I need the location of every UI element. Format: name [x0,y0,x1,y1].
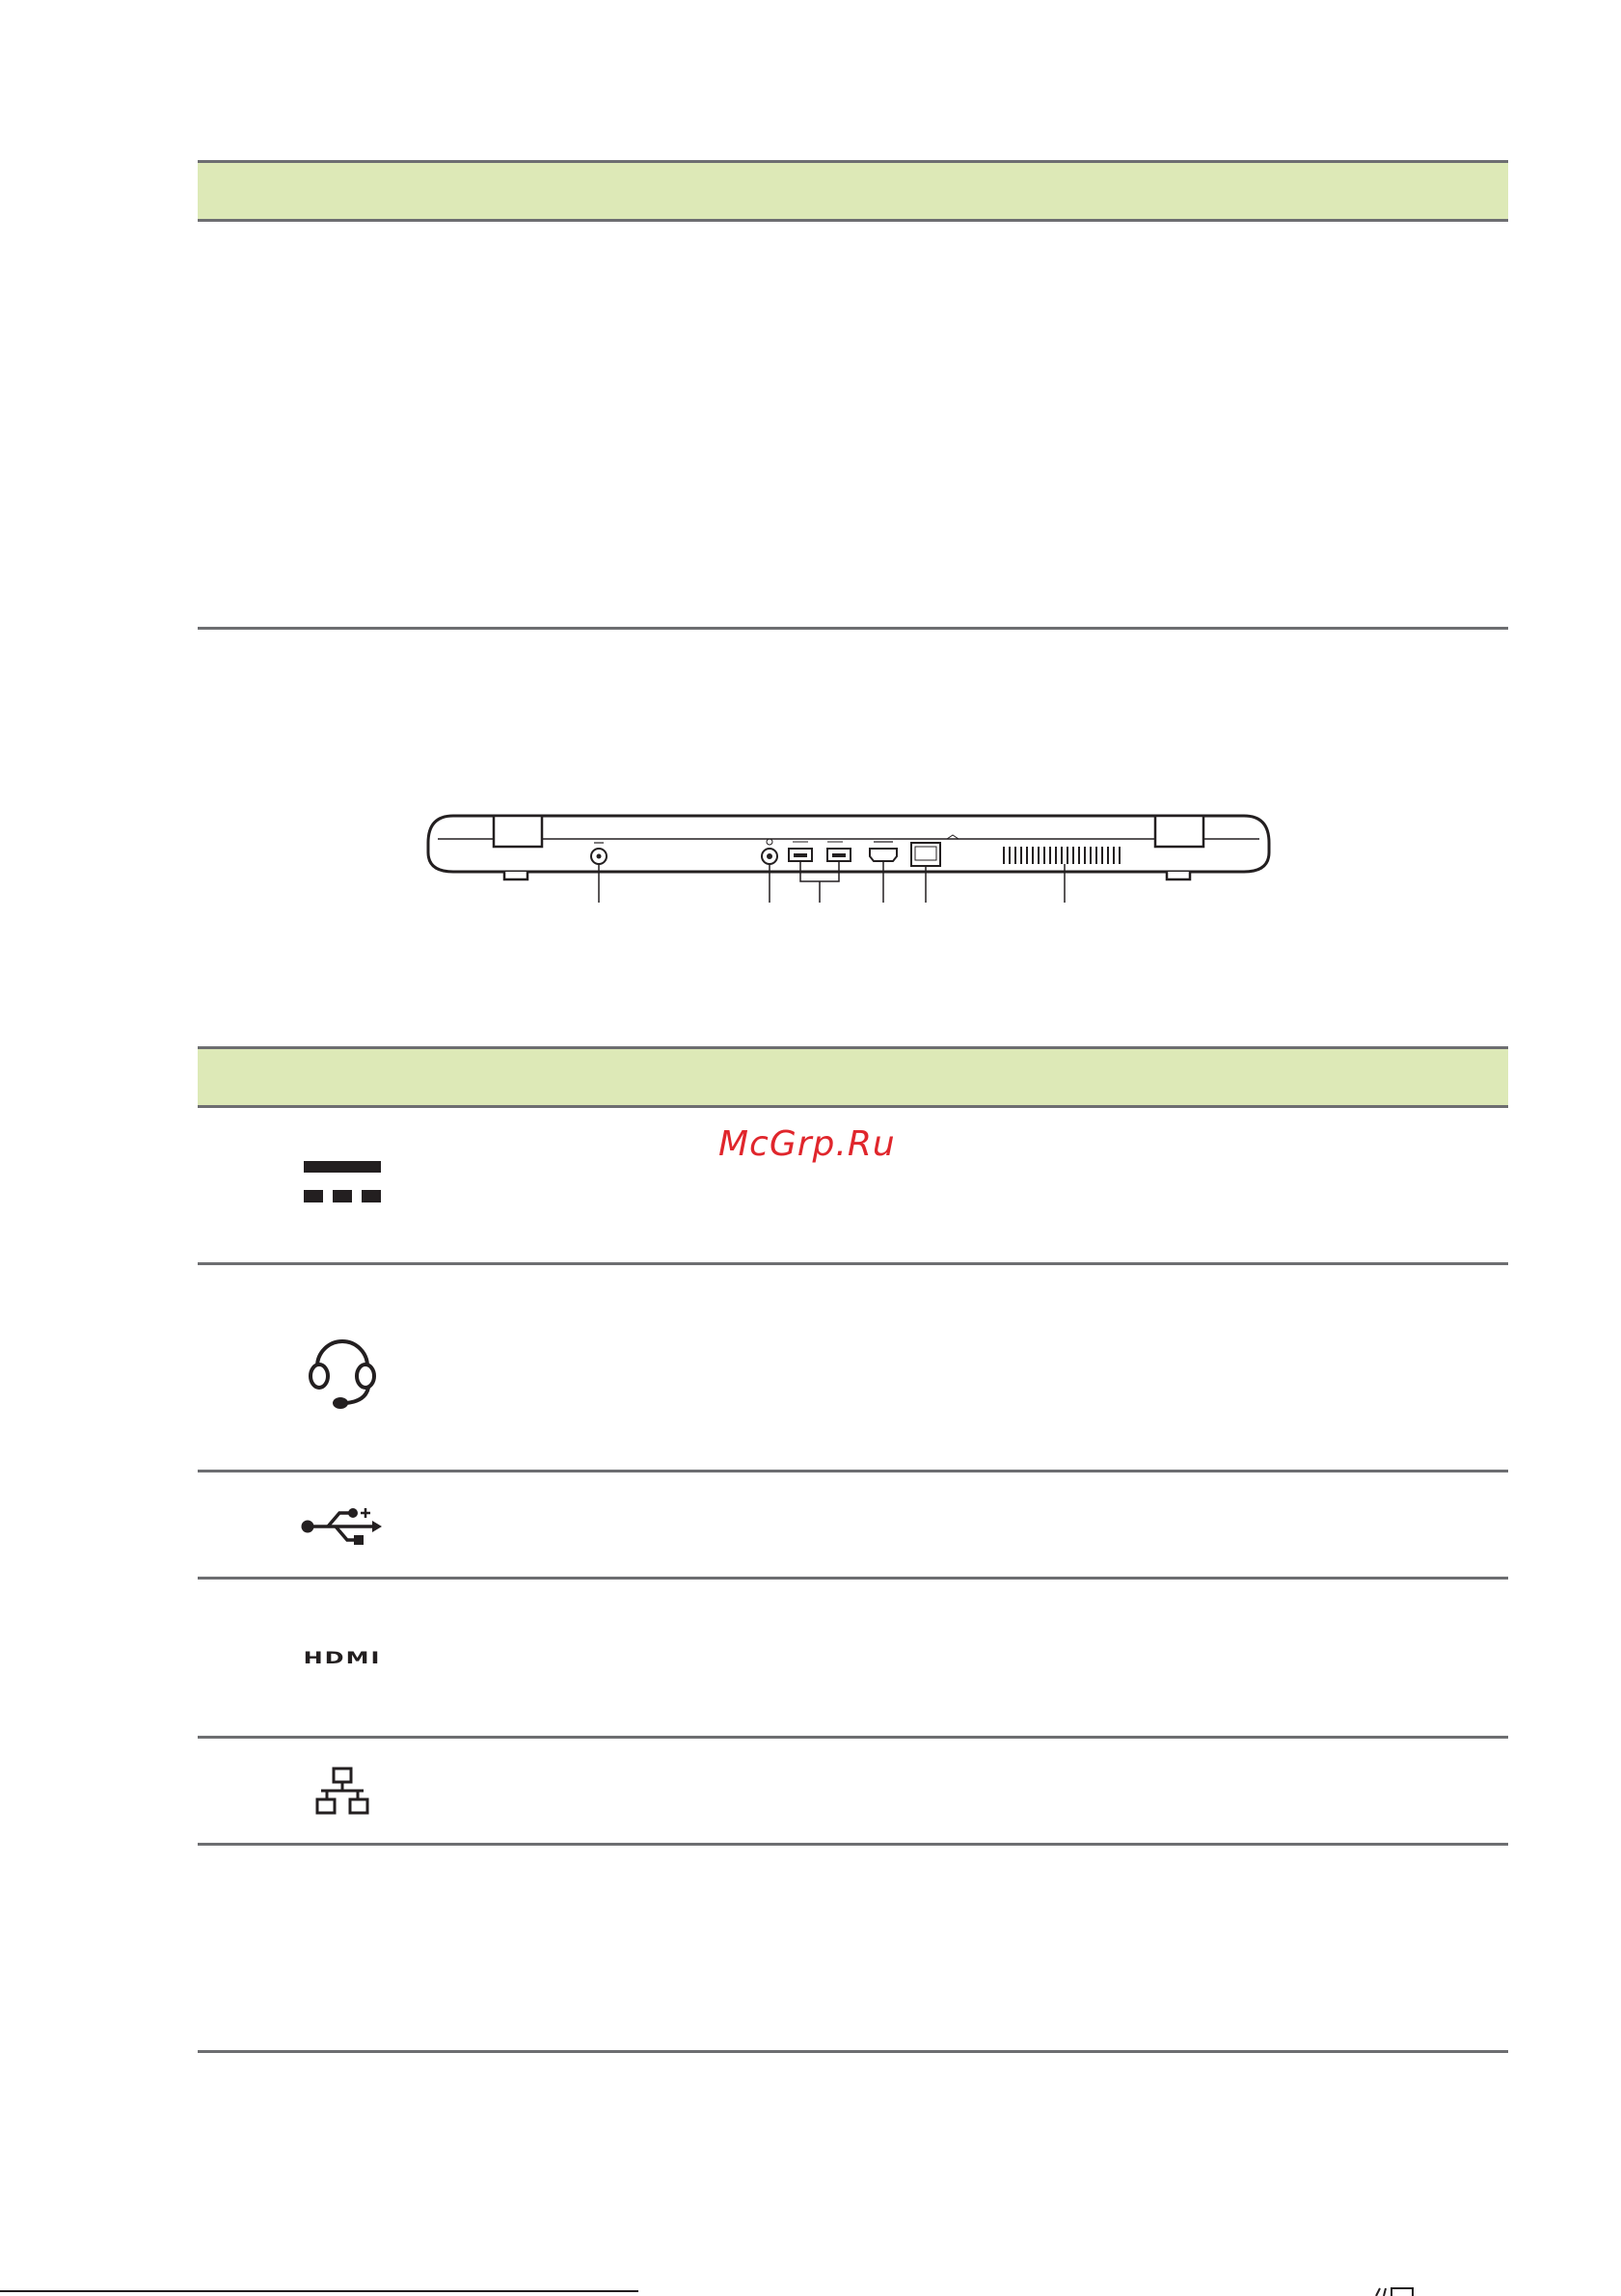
ethernet-icon [313,1767,371,1815]
ports-table-rule-bottom [198,2050,1508,2053]
table-row [289,1580,395,1736]
dc-power-icon [304,1161,381,1209]
ports-table-header [198,1049,1508,1105]
watermark: McGrp.Ru [718,1124,896,1164]
top-table-rule-bottom [198,627,1508,630]
table-row [289,1472,395,1577]
laptop-rear-view-illustration [424,810,1273,906]
table-row [289,1739,395,1843]
table-row [289,1265,395,1470]
usb-icon [301,1503,384,1546]
top-table-header-rule [198,219,1508,222]
footer-rule [0,2290,638,2292]
footer-logo-fragment [1374,2286,1432,2296]
hdmi-icon: HDMI [303,1647,382,1668]
table-row [289,1108,395,1262]
top-table-header [198,163,1508,219]
headset-icon [308,1324,377,1411]
table-row [289,1846,395,2050]
